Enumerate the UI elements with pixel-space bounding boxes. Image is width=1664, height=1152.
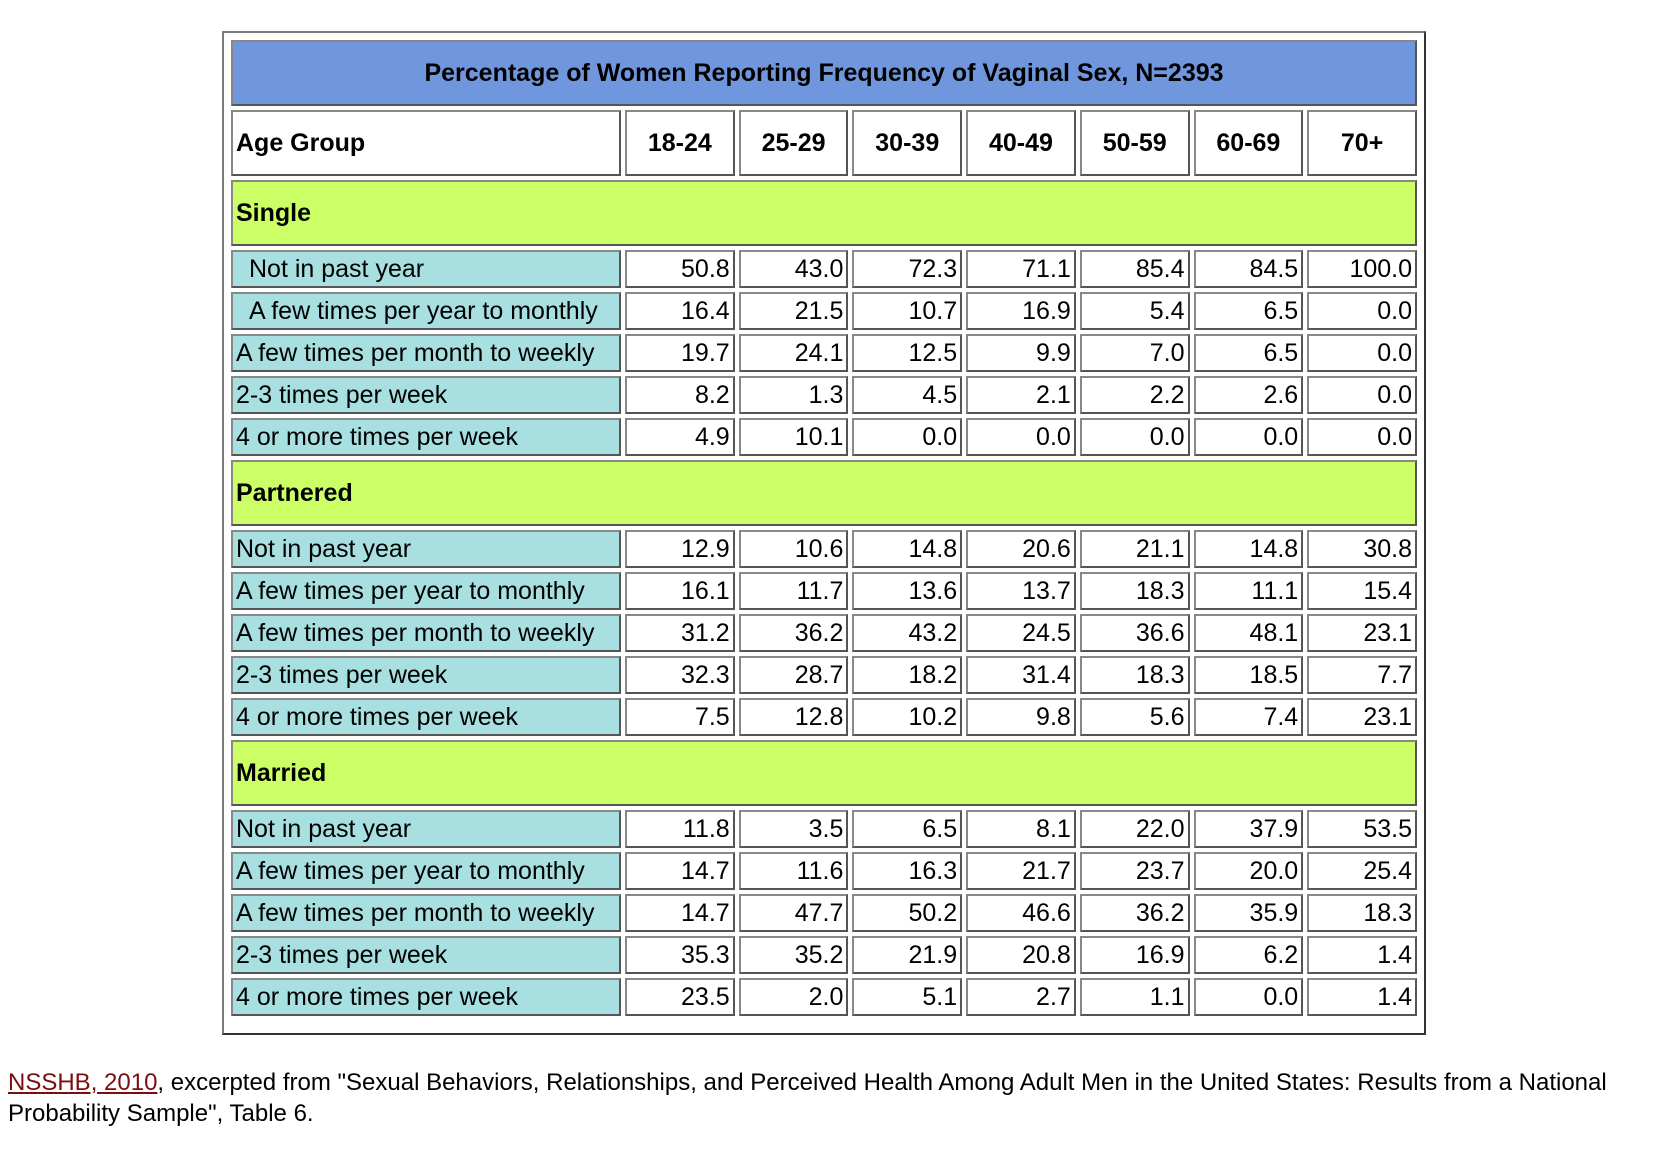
table-cell: 11.1 <box>1194 572 1304 610</box>
table-cell: 18.5 <box>1194 656 1304 694</box>
header-col-18-24: 18-24 <box>625 110 735 176</box>
table-cell: 23.1 <box>1307 698 1417 736</box>
table-cell: 6.2 <box>1194 936 1304 974</box>
table-cell: 23.1 <box>1307 614 1417 652</box>
table-cell: 6.5 <box>1194 292 1304 330</box>
table-cell: 23.7 <box>1080 852 1190 890</box>
table-cell: 10.7 <box>852 292 962 330</box>
table-cell: 16.9 <box>1080 936 1190 974</box>
table-cell: 5.1 <box>852 978 962 1016</box>
table-cell: 15.4 <box>1307 572 1417 610</box>
table-cell: 5.6 <box>1080 698 1190 736</box>
table-cell: 4.5 <box>852 376 962 414</box>
table-cell: 10.1 <box>739 418 849 456</box>
title-row <box>231 40 1417 106</box>
table-cell: 13.6 <box>852 572 962 610</box>
row-label: A few times per month to weekly <box>231 894 621 932</box>
table-cell: 7.4 <box>1194 698 1304 736</box>
table-cell: 12.5 <box>852 334 962 372</box>
table-cell: 16.1 <box>625 572 735 610</box>
table-cell: 7.7 <box>1307 656 1417 694</box>
table-cell: 12.8 <box>739 698 849 736</box>
table-cell: 0.0 <box>1307 418 1417 456</box>
table-cell: 3.5 <box>739 810 849 848</box>
table-cell: 13.7 <box>966 572 1076 610</box>
table-cell: 18.2 <box>852 656 962 694</box>
header-col-60-69: 60-69 <box>1194 110 1304 176</box>
table-cell: 10.6 <box>739 530 849 568</box>
table-cell: 9.8 <box>966 698 1076 736</box>
table-cell: 7.0 <box>1080 334 1190 372</box>
table-cell: 30.8 <box>1307 530 1417 568</box>
table-cell: 8.2 <box>625 376 735 414</box>
table-cell: 46.6 <box>966 894 1076 932</box>
header-row <box>231 110 1417 176</box>
table-cell: 23.5 <box>625 978 735 1016</box>
data-table-frame <box>222 31 1426 1035</box>
row-label: 2-3 times per week <box>231 656 621 694</box>
table-cell: 6.5 <box>1194 334 1304 372</box>
header-col-25-29: 25-29 <box>739 110 849 176</box>
table-row <box>231 894 1417 932</box>
header-col-70plus: 70+ <box>1307 110 1417 176</box>
source-link[interactable]: NSSHB, 2010 <box>8 1069 158 1096</box>
table-cell: 71.1 <box>966 250 1076 288</box>
header-col-30-39: 30-39 <box>852 110 962 176</box>
table-cell: 2.1 <box>966 376 1076 414</box>
table-cell: 24.1 <box>739 334 849 372</box>
table-cell: 16.3 <box>852 852 962 890</box>
group-label: Partnered <box>231 460 1417 526</box>
row-label: A few times per year to monthly <box>231 852 621 890</box>
table-cell: 8.1 <box>966 810 1076 848</box>
table-cell: 0.0 <box>1080 418 1190 456</box>
table-cell: 47.7 <box>739 894 849 932</box>
table-cell: 21.1 <box>1080 530 1190 568</box>
table-cell: 22.0 <box>1080 810 1190 848</box>
table-row <box>231 656 1417 694</box>
table-cell: 12.9 <box>625 530 735 568</box>
table-cell: 18.3 <box>1080 656 1190 694</box>
table-cell: 4.9 <box>625 418 735 456</box>
table-cell: 28.7 <box>739 656 849 694</box>
table-cell: 43.0 <box>739 250 849 288</box>
table-cell: 14.8 <box>1194 530 1304 568</box>
table-cell: 1.1 <box>1080 978 1190 1016</box>
table-cell: 48.1 <box>1194 614 1304 652</box>
header-col-50-59: 50-59 <box>1080 110 1190 176</box>
table-row <box>231 698 1417 736</box>
table-row <box>231 936 1417 974</box>
table-row <box>231 292 1417 330</box>
table-cell: 0.0 <box>1307 376 1417 414</box>
table-cell: 2.6 <box>1194 376 1304 414</box>
table-cell: 0.0 <box>1307 292 1417 330</box>
table-cell: 11.8 <box>625 810 735 848</box>
table-cell: 100.0 <box>1307 250 1417 288</box>
table-cell: 20.0 <box>1194 852 1304 890</box>
table-row <box>231 376 1417 414</box>
table-cell: 43.2 <box>852 614 962 652</box>
row-label: 4 or more times per week <box>231 418 621 456</box>
row-label: A few times per month to weekly <box>231 334 621 372</box>
table-row <box>231 572 1417 610</box>
table-cell: 16.9 <box>966 292 1076 330</box>
table-cell: 19.7 <box>625 334 735 372</box>
table-cell: 1.4 <box>1307 978 1417 1016</box>
table-cell: 18.3 <box>1307 894 1417 932</box>
group-row-partnered <box>231 460 1417 526</box>
table-cell: 11.6 <box>739 852 849 890</box>
table-cell: 50.8 <box>625 250 735 288</box>
table-cell: 53.5 <box>1307 810 1417 848</box>
table-cell: 16.4 <box>625 292 735 330</box>
table-cell: 14.7 <box>625 894 735 932</box>
frequency-table <box>227 36 1421 1020</box>
table-row <box>231 978 1417 1016</box>
table-cell: 1.4 <box>1307 936 1417 974</box>
table-cell: 36.6 <box>1080 614 1190 652</box>
table-cell: 31.2 <box>625 614 735 652</box>
row-label: A few times per year to monthly <box>231 572 621 610</box>
row-label: A few times per year to monthly <box>231 292 621 330</box>
table-title: Percentage of Women Reporting Frequency of Vaginal Sex, N=2393 <box>231 40 1417 106</box>
source-note <box>8 1067 1648 1129</box>
table-cell: 35.9 <box>1194 894 1304 932</box>
table-row <box>231 250 1417 288</box>
table-cell: 2.2 <box>1080 376 1190 414</box>
table-cell: 18.3 <box>1080 572 1190 610</box>
table-cell: 10.2 <box>852 698 962 736</box>
table-cell: 32.3 <box>625 656 735 694</box>
header-age-group: Age Group <box>231 110 621 176</box>
table-cell: 50.2 <box>852 894 962 932</box>
table-cell: 36.2 <box>1080 894 1190 932</box>
table-cell: 31.4 <box>966 656 1076 694</box>
source-text: , excerpted from "Sexual Behaviors, Relationships, and Perceived Health Among Adult Men in the United States: Results from a National Probability Sample", Table 6. <box>8 1069 1607 1127</box>
table-cell: 20.8 <box>966 936 1076 974</box>
table-cell: 21.7 <box>966 852 1076 890</box>
table-cell: 85.4 <box>1080 250 1190 288</box>
table-cell: 0.0 <box>1307 334 1417 372</box>
group-row-single <box>231 180 1417 246</box>
table-cell: 2.7 <box>966 978 1076 1016</box>
table-row <box>231 530 1417 568</box>
row-label: 2-3 times per week <box>231 376 621 414</box>
table-cell: 11.7 <box>739 572 849 610</box>
table-cell: 6.5 <box>852 810 962 848</box>
table-cell: 35.2 <box>739 936 849 974</box>
group-label: Single <box>231 180 1417 246</box>
table-cell: 36.2 <box>739 614 849 652</box>
table-row <box>231 614 1417 652</box>
table-cell: 14.8 <box>852 530 962 568</box>
table-cell: 2.0 <box>739 978 849 1016</box>
table-cell: 21.9 <box>852 936 962 974</box>
row-label: Not in past year <box>231 250 621 288</box>
row-label: A few times per month to weekly <box>231 614 621 652</box>
table-cell: 84.5 <box>1194 250 1304 288</box>
table-cell: 35.3 <box>625 936 735 974</box>
table-row <box>231 418 1417 456</box>
table-cell: 0.0 <box>852 418 962 456</box>
table-cell: 7.5 <box>625 698 735 736</box>
table-cell: 25.4 <box>1307 852 1417 890</box>
group-label: Married <box>231 740 1417 806</box>
row-label: 4 or more times per week <box>231 978 621 1016</box>
table-cell: 0.0 <box>966 418 1076 456</box>
table-cell: 9.9 <box>966 334 1076 372</box>
group-row-married <box>231 740 1417 806</box>
header-col-40-49: 40-49 <box>966 110 1076 176</box>
row-label: Not in past year <box>231 530 621 568</box>
row-label: 2-3 times per week <box>231 936 621 974</box>
table-cell: 14.7 <box>625 852 735 890</box>
table-cell: 24.5 <box>966 614 1076 652</box>
table-cell: 37.9 <box>1194 810 1304 848</box>
row-label: 4 or more times per week <box>231 698 621 736</box>
table-row <box>231 334 1417 372</box>
table-cell: 0.0 <box>1194 978 1304 1016</box>
table-cell: 1.3 <box>739 376 849 414</box>
table-cell: 72.3 <box>852 250 962 288</box>
table-cell: 21.5 <box>739 292 849 330</box>
table-row <box>231 810 1417 848</box>
table-row <box>231 852 1417 890</box>
table-cell: 5.4 <box>1080 292 1190 330</box>
table-cell: 20.6 <box>966 530 1076 568</box>
table-cell: 0.0 <box>1194 418 1304 456</box>
row-label: Not in past year <box>231 810 621 848</box>
